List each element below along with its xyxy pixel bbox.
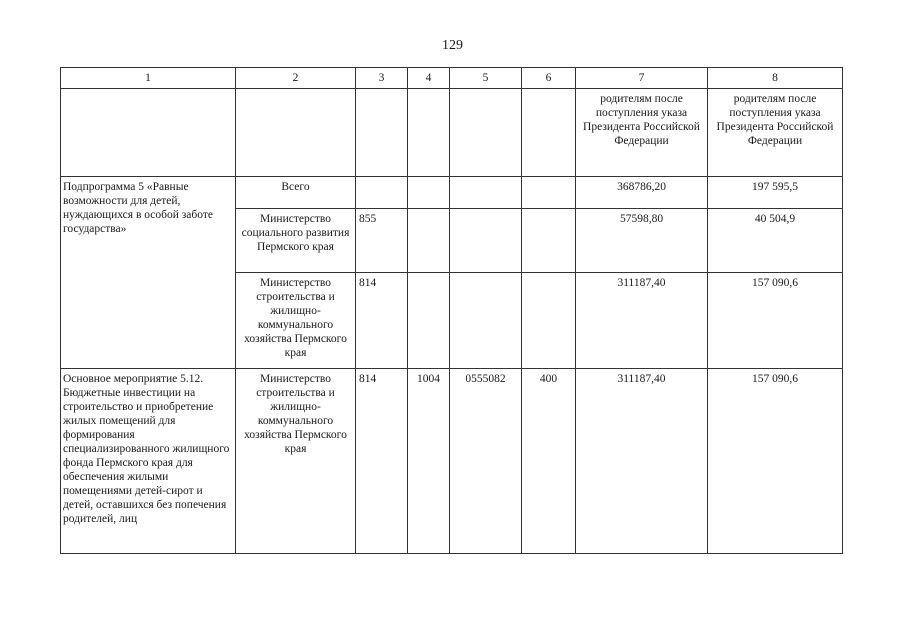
table-cell	[522, 177, 576, 209]
table-cell	[522, 273, 576, 369]
table-row	[61, 369, 843, 554]
executor-cell: Всего	[236, 177, 356, 209]
column-header: 3	[356, 68, 408, 89]
amount-cell: 197 595,5	[708, 177, 843, 209]
col7-subheader: родителям после поступления указа Президента Российской Федерации	[576, 89, 708, 177]
section-code-cell: 1004	[408, 369, 450, 554]
column-header: 4	[408, 68, 450, 89]
column-header: 8	[708, 68, 843, 89]
code-cell: 814	[356, 273, 408, 369]
amount-cell: 311187,40	[576, 369, 708, 554]
amount-cell: 40 504,9	[708, 209, 843, 273]
table-cell	[450, 209, 522, 273]
table-cell	[450, 89, 522, 177]
subheader-row	[61, 89, 843, 177]
column-header: 2	[236, 68, 356, 89]
target-code-cell: 0555082	[450, 369, 522, 554]
table-cell	[450, 177, 522, 209]
col8-subheader: родителям после поступления указа Президента Российской Федерации	[708, 89, 843, 177]
code-cell: 855	[356, 209, 408, 273]
budget-table	[60, 67, 843, 554]
table-cell	[408, 89, 450, 177]
table-cell	[408, 273, 450, 369]
executor-cell: Министерство строительства и жилищно-коммунального хозяйства Пермского края	[236, 273, 356, 369]
table-cell	[61, 89, 236, 177]
amount-cell: 157 090,6	[708, 273, 843, 369]
executor-cell: Министерство социального развития Пермского края	[236, 209, 356, 273]
amount-cell: 57598,80	[576, 209, 708, 273]
code-cell	[356, 177, 408, 209]
table-cell	[356, 89, 408, 177]
table-cell	[236, 89, 356, 177]
table-cell	[522, 89, 576, 177]
table-cell	[450, 273, 522, 369]
amount-cell: 368786,20	[576, 177, 708, 209]
table-cell	[408, 177, 450, 209]
column-header: 5	[450, 68, 522, 89]
table-row	[61, 177, 843, 209]
table-cell	[522, 209, 576, 273]
column-header: 7	[576, 68, 708, 89]
table-cell	[408, 209, 450, 273]
executor-cell: Министерство строительства и жилищно-коммунального хозяйства Пермского края	[236, 369, 356, 554]
column-header: 6	[522, 68, 576, 89]
column-header: 1	[61, 68, 236, 89]
subprogram-title: Подпрограмма 5 «Равные возможности для детей, нуждающихся в особой заботе государства»	[61, 177, 236, 369]
amount-cell: 157 090,6	[708, 369, 843, 554]
measure-title: Основное мероприятие 5.12. Бюджетные инвестиции на строительство и приобретение жилых помещений для формирования специализированного жилищного фонда Пермского края для обеспечения жилыми помещениями детей-сирот и детей, оставшихся без попечения родителей, лиц	[61, 369, 236, 554]
amount-cell: 311187,40	[576, 273, 708, 369]
column-number-row	[61, 68, 843, 89]
page-number: 129	[442, 38, 463, 53]
code-cell: 814	[356, 369, 408, 554]
expense-type-cell: 400	[522, 369, 576, 554]
